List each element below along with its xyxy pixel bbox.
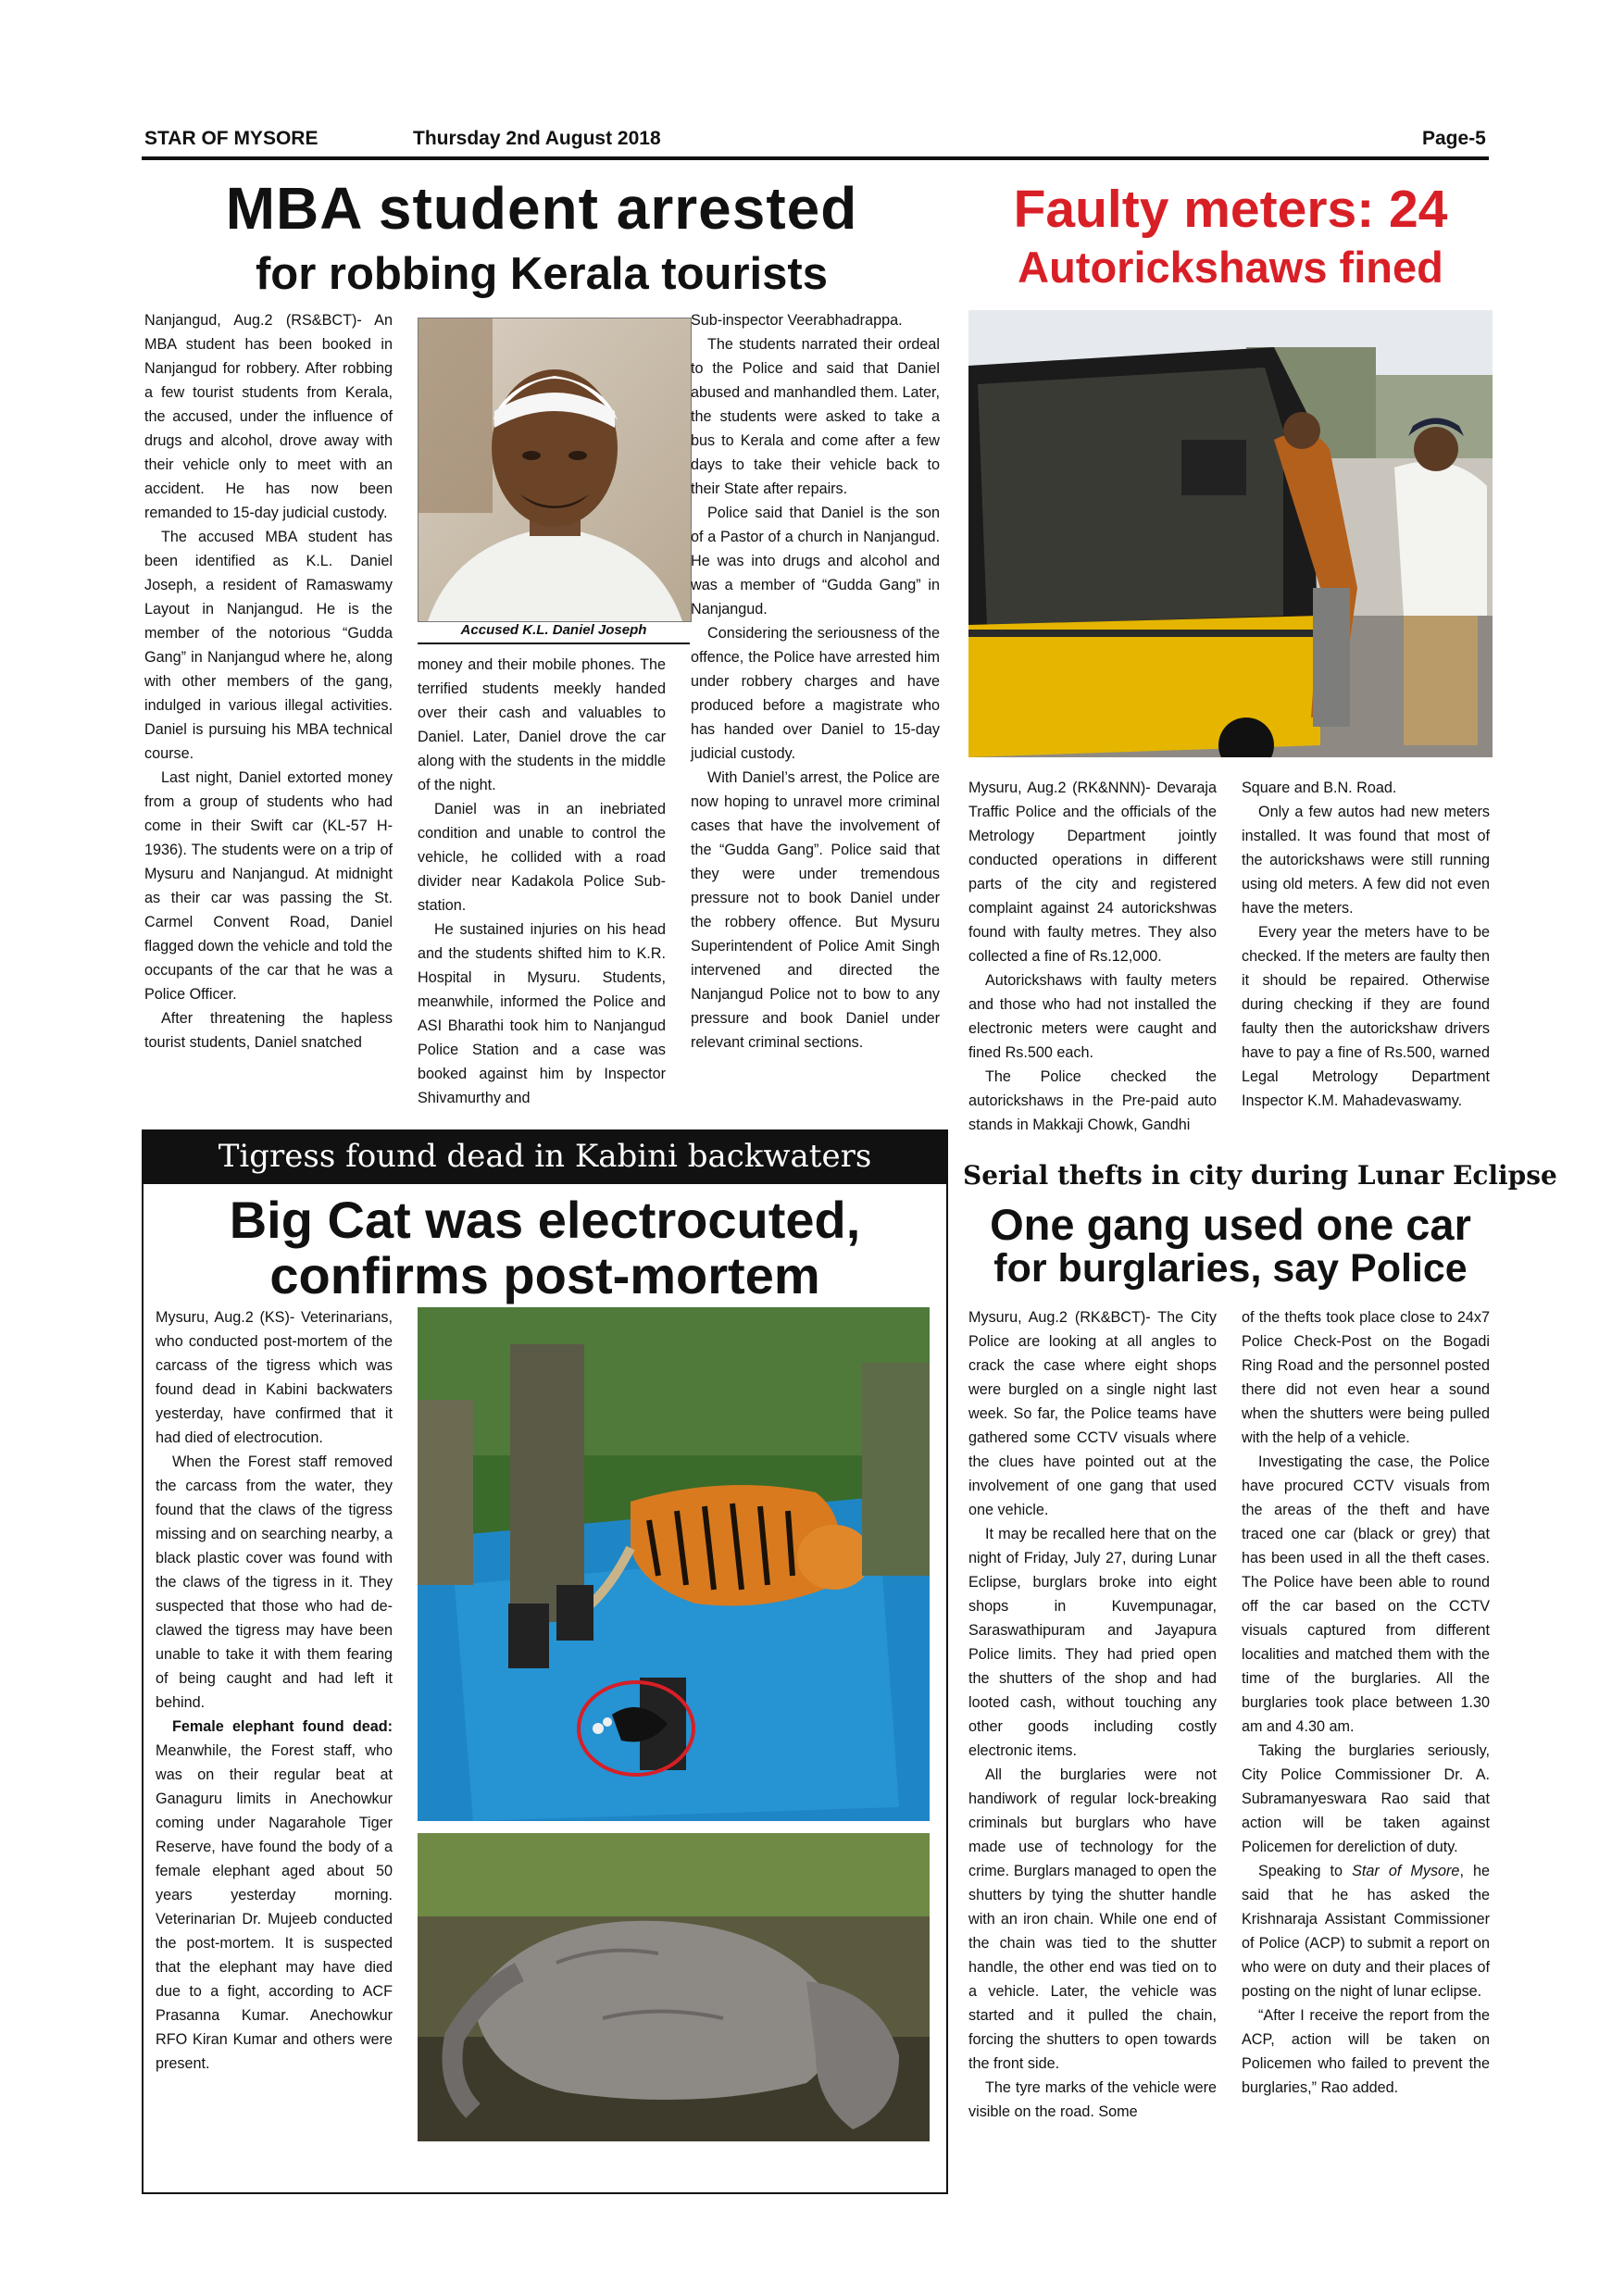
article2-headline: Faulty meters: 24 [1013,180,1448,239]
article3-headline: Big Cat was electrocuted, [229,1191,861,1249]
elephant-photo [418,1833,930,2141]
elephant-subhead: Female elephant found dead: [172,1718,393,1735]
autorickshaw-inspection-image [968,310,1493,757]
dead-elephant-image [418,1833,930,2141]
page-number: Page-5 [1422,128,1486,149]
accused-portrait-image [418,318,691,621]
article4-column-1: Mysuru, Aug.2 (RK&BCT)- The City Police are looking at all angles to crack the case where eight shops were burgled on a single night last week. So far, the Police teams have gathered some CCTV visuals where the clues have pointed out at the involvement of one gang that used one vehicle. It may be recalled here that on the night of Friday, July 27, during Lunar Eclipse, burglars broke into eight shops in Kuvempunagar, Saraswathipuram and Jayapura Police limits. They had pried open the shutters of the shop and had looted cash, without touching any other goods including costly electronic items. All the burglaries were not handiwork of regular lock-breaking criminals but burglars who have made use of technology for the crime. Burglars managed to open the shutters by tying the shutter handle with an iron chain. While one end of the chain was tied to the shutter handle, the other end was tied on to a vehicle. Later, the vehicle was started and it pulled the chain, forcing the shutters to open towards the front side. The tyre marks of the vehicle were visible on the road. Some [968,1309,1217,2120]
dead-tigress-image [418,1307,930,1821]
autorickshaw-photo [968,310,1493,757]
article2-column-2: Square and B.N. Road. Only a few autos had new meters installed. It was found that most of the autorickshaws were still running using old meters. A few did not even have the meters. Every year the meters have to be checked. If the meters are faulty then it should be repaired. Otherwise during checking if they are found faulty then the autorickshaw drivers have to pay a fine of Rs.500, warned Legal Metrology Department Inspector K.M. Mahadevaswamy. [1242,780,1490,1109]
tigress-photo [418,1307,930,1821]
accused-photo [418,318,692,622]
article3-column-1: Mysuru, Aug.2 (KS)- Veterinarians, who conducted post-mortem of the carcass of the tigress which was found dead in Kabini backwaters yesterday, have confirmed that it had died of electrocution. When the Forest staff removed the carcass from the water, they found that the claws of the tigress missing and on searching nearby, a black plastic cover was found with the claws of the tigress in it. They suspected that those who had de-clawed the tigress may have been unable to take it with them fearing of being caught and had left it behind. Female elephant found dead: Meanwhile, the Forest staff, who was on their regular beat at Ganaguru limits in Anechowkur coming under Nagarahole Tiger Reserve, have found the body of a female elephant aged about 50 years yesterday morning. Veterinarian Dr. Mujeeb conducted the post-mortem. It is suspected that the elephant may have died due to a fight, according to ACF Prasanna Kumar. Anechowkur RFO Kiran Kumar and others were present. [156,1309,393,2072]
article2-column-1: Mysuru, Aug.2 (RK&NNN)- Devaraja Traffic Police and the officials of the Metrology Department jointly conducted operations in different parts of the city and registered complaint against 24 autorickshwas found with faulty metres. They also collected a fine of Rs.12,000. Autorickshaws with faulty meters and those who had not installed the electronic meters were caught and fined Rs.500 each. The Police checked the autorickshaws in the Pre-paid auto stands in Makkaji Chowk, Gandhi [968,780,1217,1133]
article4-headline: One gang used one car [990,1200,1471,1249]
article1-subheadline: for robbing Kerala tourists [255,249,828,299]
paper-name: STAR OF MYSORE [144,128,319,149]
article3-subheadline: confirms post-mortem [269,1246,820,1304]
article1-headline: MBA student arrested [225,175,858,242]
accused-photo-caption: Accused K.L. Daniel Joseph [460,622,647,638]
header-rule [142,156,1489,160]
article2-subheadline: Autorickshaws fined [1018,243,1443,292]
article1-column-1: Nanjangud, Aug.2 (RS&BCT)- An MBA student has been booked in Nanjangud for robbery. After robbing a few tourist students from Kerala, the accused, under the influence of drugs and alcohol, drove away with their vehicle only to meet with an accident. He has now been remanded to 15-day judicial custody. The accused MBA student has been identified as K.L. Daniel Joseph, a resident of Ramaswamy Layout in Nanjangud. He is the member of the notorious “Gudda Gang” in Nanjangud where he, along with other members of the gang, indulged in various illegal activities. Daniel is pursuing his MBA technical course. Last night, Daniel extorted money from a group of students who had come in their Swift car (KL-57 H-1936). The students were on a trip of Mysuru and Nanjangud. At midnight as their car was passing the St. Carmel Convent Road, Daniel flagged down the vehicle and told the occupants of the car that he was a Police Officer. After threatening the hapless tourist students, Daniel snatched [144,312,393,1051]
article1-column-2: money and their mobile phones. The terrified students meekly handed over their cash and valuables to Daniel. Later, Daniel drove the car along with the students in the middle of the night. Daniel was in an inebriated condition and unable to control the vehicle, he collided with a road divider near Kadakola Police Sub-station. He sustained injuries on his head and the students shifted him to K.R. Hospital in Mysuru. Students, meanwhile, informed the Police and ASI Bharathi took him to Nanjangud Police Station and a case was booked against him by Inspector Shivamurthy and [418,656,666,1106]
article4-kicker: Serial thefts in city during Lunar Eclipse [963,1160,1557,1191]
caption-rule [418,643,690,644]
article4-column-2: of the thefts took place close to 24x7 Police Check-Post on the Bogadi Ring Road and the personnel posted there did not even hear a sound when the shutters were being pulled with the help of a vehicle. Investigating the case, the Police have procured CCTV visuals from the areas of the theft and have traced one car (black or grey) that has been used in all the theft cases. The Police have been able to round off the car based on the CCTV visuals captured from different localities and matched them with the time of the burglaries. All the burglaries took place between 1.30 am and 4.30 am. Taking the burglaries seriously, City Police Commissioner Dr. A. Subramanyeswara Rao said that action will be taken against Policemen for dereliction of duty. Speaking to Star of Mysore, he said that he has asked the Krishnaraja Assistant Commissioner of Police (ACP) to submit a report on who were on duty and their places of posting on the night of lunar eclipse. “After I receive the report from the ACP, action will be taken on Policemen who failed to prevent the burglaries,” Rao added. [1242,1309,1490,2096]
article3-kicker: Tigress found dead in Kabini backwaters [218,1138,872,1175]
issue-date: Thursday 2nd August 2018 [413,128,661,149]
article4-subheadline: for burglaries, say Police [993,1246,1468,1291]
article1-column-3: Sub-inspector Veerabhadrappa. The students narrated their ordeal to the Police and said that Daniel abused and manhandled them. Later, the students were asked to take a bus to Kerala and come after a few days to take their vehicle back to their State after repairs. Police said that Daniel is the son of a Pastor of a church in Nanjangud. He was into drugs and alcohol and was a member of “Gudda Gang” in Nanjangud. Considering the seriousness of the offence, the Police have arrested him under robbery charges and have produced before a magistrate who has handed over Daniel to 15-day judicial custody. With Daniel’s arrest, the Police are now hoping to unravel more criminal cases that have the involvement of the “Gudda Gang”. Police said that they were under tremendous pressure not to book Daniel under the robbery offence. But Mysuru Superintendent of Police Amit Singh intervened and directed the Nanjangud Police not to bow to any pressure and book Daniel under relevant criminal sections. [691,312,940,1051]
